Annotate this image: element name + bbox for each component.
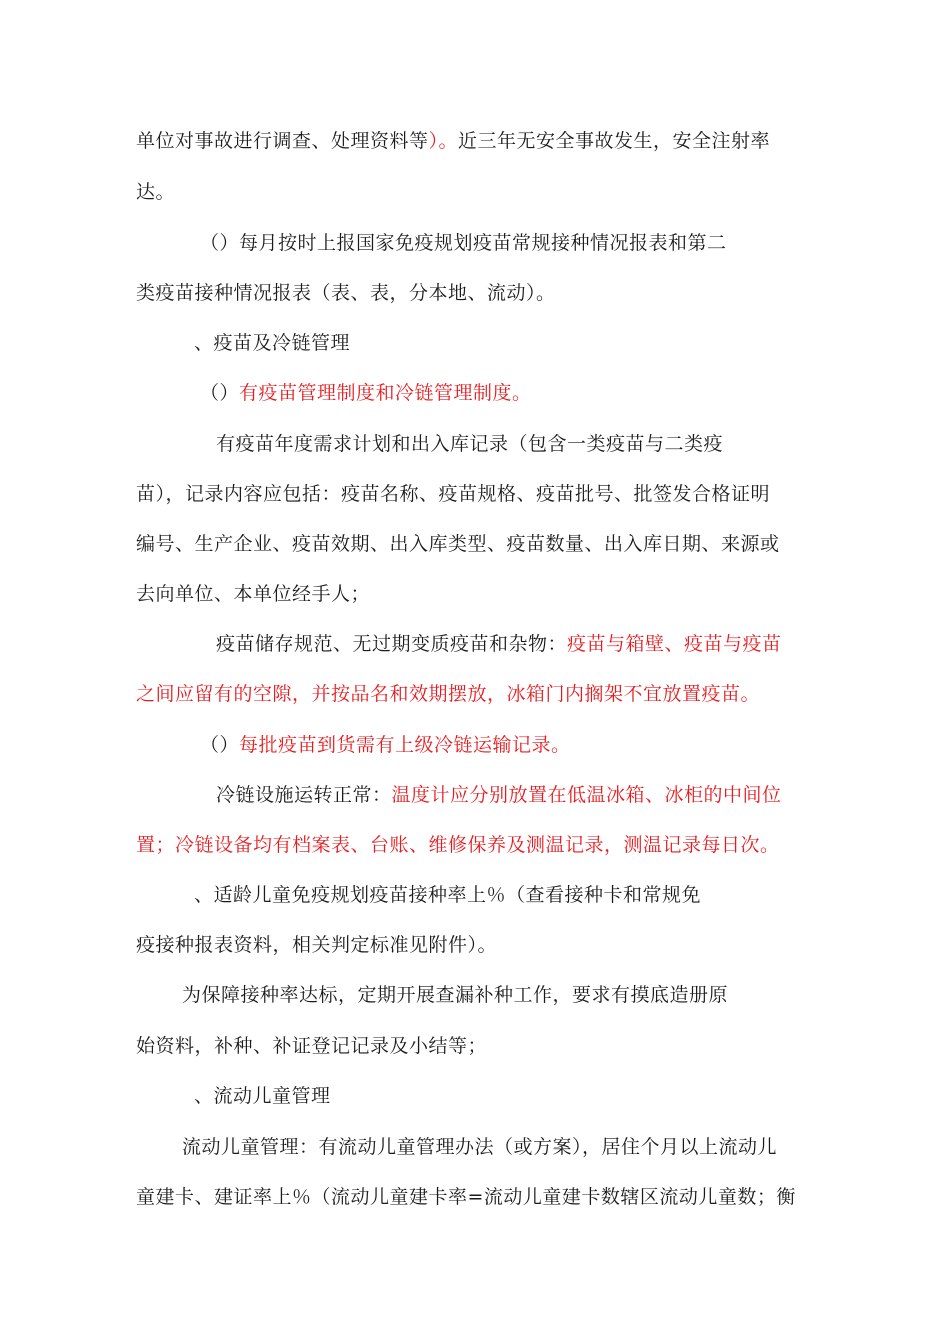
paragraph-line — [200, 381, 532, 405]
paragraph-line: 类疫苗接种情况报表（表、表，分本地、流动）。 — [136, 282, 556, 304]
text-segment: 单位对事故进行调查、处理资料等 — [136, 130, 429, 152]
highlighted-text-segment: 每批疫苗到货需有上级冷链运输记录。 — [239, 734, 571, 756]
paragraph-line: 童建卡、建证率上％（流动儿童建卡率=流动儿童建卡数辖区流动儿童数；衡 — [136, 1186, 796, 1208]
paragraph-line: 疫接种报表资料，相关判定标准见附件）。 — [136, 934, 498, 956]
highlighted-paragraph-line: 置；冷链设备均有档案表、台账、维修保养及测温记录，测温记录每日次。 — [136, 834, 780, 856]
paragraph-line: 编号、生产企业、疫苗效期、出入库类型、疫苗数量、出入库日期、来源或 — [136, 533, 780, 555]
paragraph-line — [136, 129, 770, 153]
paragraph-line: 始资料，补种、补证登记记录及小结等； — [136, 1035, 488, 1057]
paragraph-line — [216, 632, 782, 656]
section-heading: 、适龄儿童免疫规划疫苗接种率上％（查看接种卡和常规免 — [194, 884, 702, 906]
paragraph-line: 有疫苗年度需求计划和出入库记录（包含一类疫苗与二类疫 — [216, 433, 724, 455]
paragraph-line: 流动儿童管理：有流动儿童管理办法（或方案），居住个月以上流动儿 — [182, 1136, 778, 1158]
highlighted-text-segment: 温度计应分别放置在低温冰箱、冰柜的中间位 — [391, 784, 782, 806]
text-segment: （） — [200, 734, 240, 756]
highlighted-text-segment: 有疫苗管理制度和冷链管理制度。 — [239, 382, 532, 404]
text-segment: 疫苗储存规范、无过期变质疫苗和杂物： — [216, 633, 568, 655]
highlighted-paragraph-line: 之间应留有的空隙，并按品名和效期摆放，冰箱门内搁架不宜放置疫苗。 — [136, 683, 761, 705]
paragraph-line: 达。 — [136, 181, 176, 203]
highlighted-text-segment: ）。 — [428, 130, 459, 152]
paragraph-line: （）每月按时上报国家免疫规划疫苗常规接种情况报表和第二 — [200, 232, 727, 254]
text-segment: （） — [200, 382, 240, 404]
text-segment: 近三年无安全事故发生，安全注射率 — [458, 130, 771, 152]
paragraph-line: 苗），记录内容应包括：疫苗名称、疫苗规格、疫苗批号、批签发合格证明 — [136, 483, 771, 505]
section-heading: 、流动儿童管理 — [194, 1085, 331, 1107]
paragraph-line — [216, 783, 782, 807]
paragraph-line: 为保障接种率达标，定期开展查漏补种工作，要求有摸底造册原 — [182, 984, 729, 1006]
text-segment: 冷链设施运转正常： — [216, 784, 392, 806]
paragraph-line — [200, 733, 571, 757]
highlighted-text-segment: 疫苗与箱壁、疫苗与疫苗 — [567, 633, 782, 655]
section-heading: 、疫苗及冷链管理 — [194, 332, 351, 354]
paragraph-line: 去向单位、本单位经手人； — [136, 583, 371, 605]
